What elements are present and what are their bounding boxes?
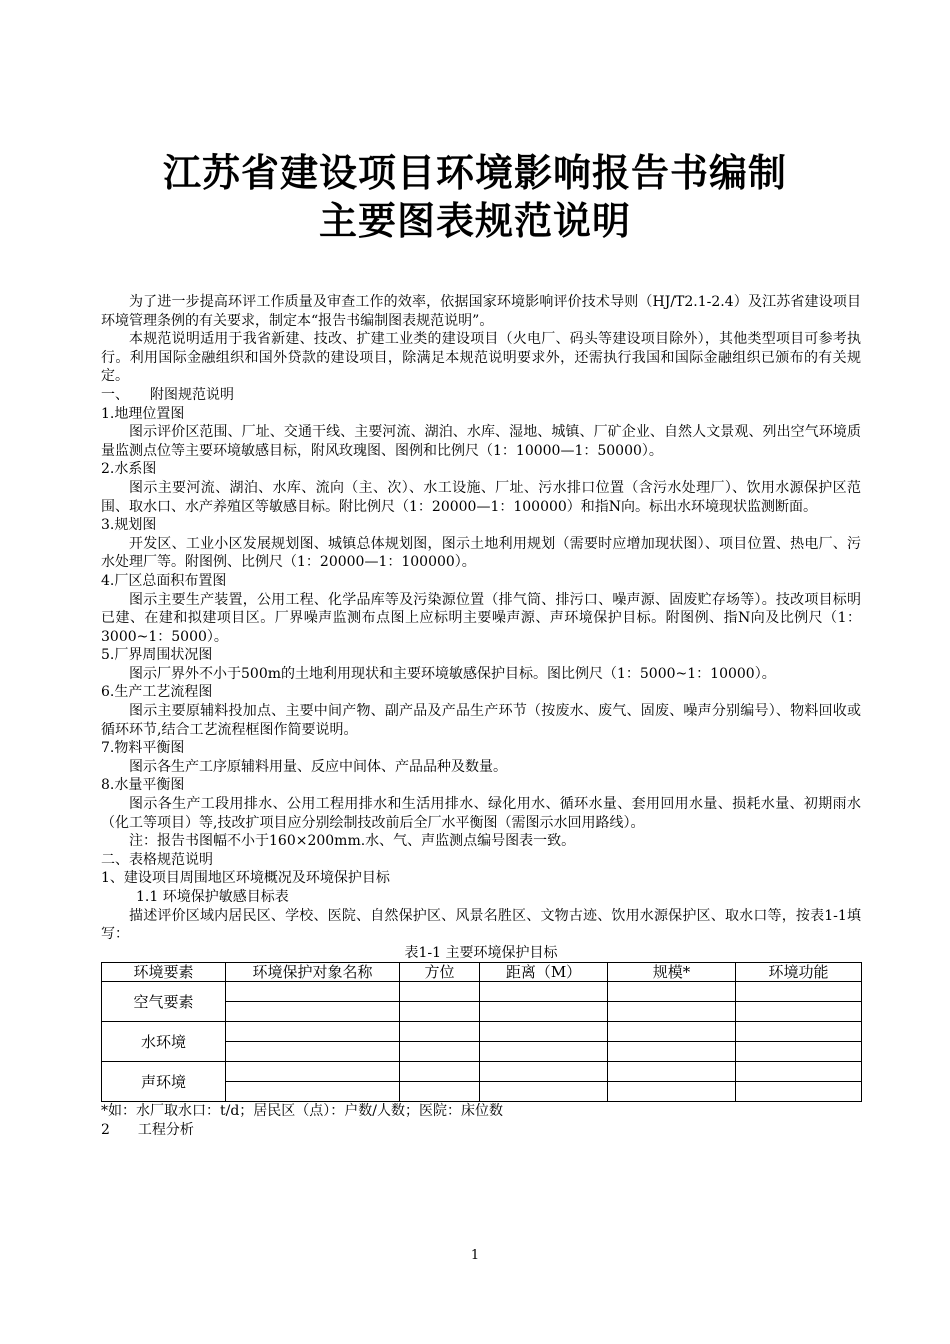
table-caption: 表1-1 主要环境保护目标 — [404, 944, 558, 961]
item-heading: 7.物料平衡图 — [101, 740, 185, 757]
table-cell — [608, 1062, 736, 1082]
note-text: 注：报告书图幅不小于160×200mm.水、气、声监测点编号图表一致。 — [129, 833, 576, 850]
subsection-heading: 1、建设项目周围地区环境概况及环境保护目标 — [101, 870, 390, 887]
table-cell — [226, 1002, 400, 1022]
table-cell — [226, 1062, 400, 1082]
item-heading: 5.厂界周围状况图 — [101, 647, 213, 664]
subsection-heading: 1.1 环境保护敏感目标表 — [136, 889, 289, 905]
item-text: 图示主要原辅料投加点、主要中间产物、副产品及产品生产环节（按废水、废气、固废、噪声分别编号）、物料回收或循环环节,结合工艺流程框图作简要说明。 — [101, 703, 861, 738]
table-cell — [400, 1082, 480, 1102]
item-heading: 8.水量平衡图 — [101, 777, 185, 794]
table-cell — [608, 1042, 736, 1062]
title-line-1: 江苏省建设项目环境影响报告书编制 — [162, 150, 787, 195]
table-footnote: *如：水厂取水口：t/d；居民区（点）：户数/人数；医院：床位数 — [101, 1103, 504, 1120]
table-header-cell: 环境功能 — [736, 963, 862, 982]
item-text: 开发区、工业小区发展规划图、城镇总体规划图，图示土地利用规划（需要时应增加现状图）、项目位置、热电厂、污水处理厂等。附图例、比例尺（1：20000—1：100000）。 — [101, 535, 861, 571]
title-line-2: 主要图表规范说明 — [318, 198, 631, 243]
table-cell — [226, 1042, 400, 1062]
section-heading-1: 一、 附图规范说明 — [101, 386, 234, 403]
item-text: 图示各生产工段用排水、公用工程用排水和生活用排水、绿化用水、循环水量、套用回用水量、损耗水量、初期雨水（化工等项目）等,技改扩项目应分别绘制技改前后全厂水平衡图（需图示水回用路线）。 — [101, 796, 861, 831]
document-body — [101, 293, 861, 1140]
table-cell — [226, 1022, 400, 1042]
table-cell — [736, 1082, 862, 1102]
table-cell — [400, 1022, 480, 1042]
table-cell — [480, 1062, 608, 1082]
table-header-cell: 距离（M） — [480, 963, 608, 982]
group-label: 水环境 — [102, 1022, 226, 1062]
table-cell — [400, 1062, 480, 1082]
table-header-cell: 方位 — [400, 963, 480, 982]
item-heading: 1.地理位置图 — [101, 405, 185, 422]
section-heading-2: 二、表格规范说明 — [101, 851, 213, 868]
table-header-row — [102, 963, 862, 982]
table-cell — [608, 982, 736, 1002]
section-heading-engineering: 2 工程分析 — [101, 1121, 194, 1138]
item-heading: 2.水系图 — [101, 461, 157, 478]
item-text: 图示主要河流、湖泊、水库、流向（主、次）、水工设施、厂址、污水排口位置（含污水处理厂）、饮用水源保护区范围、取水口、水产养殖区等敏感目标。附比例尺（1：20000—1：100000）和指N向。标出水环境现状监测断面。 — [101, 479, 861, 515]
item-heading: 3.规划图 — [101, 517, 157, 534]
item-text: 描述评价区域内居民区、学校、医院、自然保护区、风景名胜区、文物古迹、饮用水源保护区、取水口等，按表1-1填写： — [101, 907, 861, 943]
item-text: 图示厂界外不小于500m的土地利用现状和主要环境敏感保护目标。图比例尺（1：5000~1：10000）。 — [129, 665, 776, 682]
table-cell — [480, 1082, 608, 1102]
table-row — [102, 1022, 862, 1042]
table-header-cell: 规模* — [608, 963, 736, 982]
table-row — [102, 982, 862, 1002]
table-cell — [736, 1062, 862, 1082]
table-cell — [480, 1042, 608, 1062]
item-heading: 4.厂区总面积布置图 — [101, 572, 227, 589]
intro-paragraph: 为了进一步提高环评工作质量及审查工作的效率，依据国家环境影响评价技术导则（HJ/T2.1-2.4）及江苏省建设项目环境管理条例的有关要求，制定本“报告书编制图表规范说明”。 — [101, 294, 861, 329]
environment-protection-table — [101, 962, 862, 1102]
table-cell — [400, 982, 480, 1002]
item-text: 图示各生产工序原辅料用量、反应中间体、产品品种及数量。 — [129, 758, 507, 775]
page-number: 1 — [470, 1248, 480, 1263]
table-row — [102, 1062, 862, 1082]
table-cell — [480, 1002, 608, 1022]
table-cell — [608, 1022, 736, 1042]
table-cell — [480, 1022, 608, 1042]
table-cell — [226, 982, 400, 1002]
table-cell — [736, 1002, 862, 1022]
item-heading: 6.生产工艺流程图 — [101, 684, 213, 701]
table-cell — [736, 1042, 862, 1062]
table-cell — [480, 982, 608, 1002]
table-cell — [736, 982, 862, 1002]
table-header-cell: 环境保护对象名称 — [226, 963, 400, 982]
table-cell — [608, 1082, 736, 1102]
table-cell — [226, 1082, 400, 1102]
table-header-cell: 环境要素 — [102, 963, 226, 982]
table-cell — [400, 1002, 480, 1022]
item-text: 图示主要生产装置，公用工程、化学品库等及污染源位置（排气筒、排污口、噪声源、固废贮存场等）。技改项目标明已建、在建和拟建项目区。厂界噪声监测布点图上应标明主要噪声源、声环境保护目标。附图例、指N向及比例尺（1：3000~1：5000）。 — [101, 591, 861, 645]
group-label: 声环境 — [102, 1062, 226, 1102]
group-label: 空气要素 — [102, 982, 226, 1022]
table-cell — [736, 1022, 862, 1042]
scope-paragraph: 本规范说明适用于我省新建、技改、扩建工业类的建设项目（火电厂、码头等建设项目除外），其他类型项目可参考执行。利用国际金融组织和国外贷款的建设项目，除满足本规范说明要求外，还需执行我国和国际金融组织已颁布的有关规定。 — [101, 331, 861, 385]
table-cell — [400, 1042, 480, 1062]
table-cell — [608, 1002, 736, 1022]
item-text: 图示评价区范围、厂址、交通干线、主要河流、湖泊、水库、湿地、城镇、厂矿企业、自然人文景观、列出空气环境质量监测点位等主要环境敏感目标，附风玫瑰图、图例和比例尺（1：10000—1：50000）。 — [101, 424, 861, 459]
